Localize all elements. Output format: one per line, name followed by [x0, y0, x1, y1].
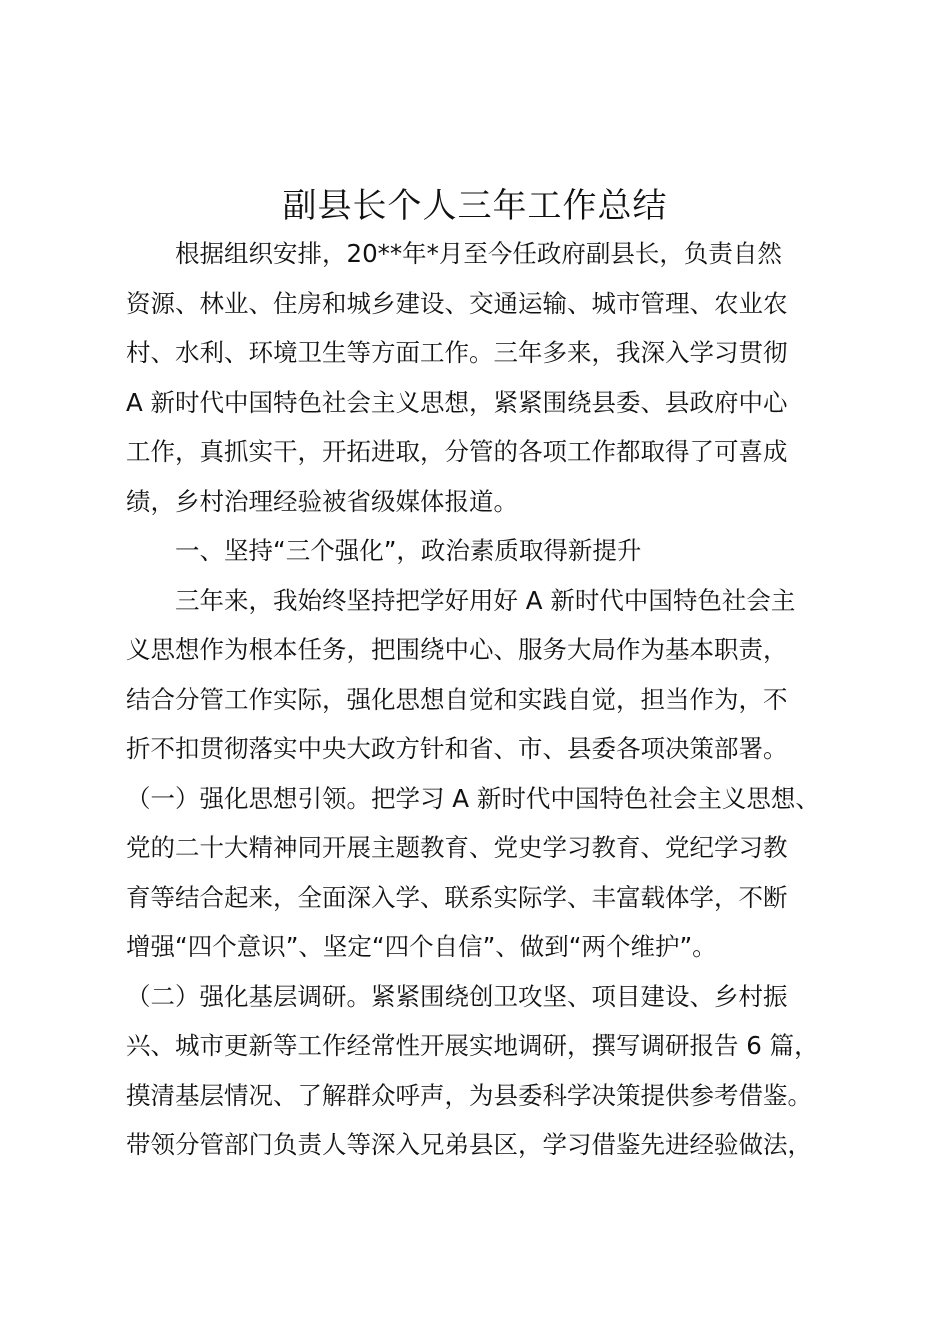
text-line: （一）强化思想引领。把学习 A 新时代中国特色社会主义思想、: [126, 783, 820, 813]
paragraph-subsection-1: [126, 774, 858, 972]
text-line: 增强“四个意识”、坚定“四个自信”、做到“两个维护”。: [126, 932, 717, 961]
text-line: 三年来，我始终坚持把学好用好 A 新时代中国特色社会主: [175, 585, 796, 615]
document-title: 副县长个人三年工作总结: [282, 186, 668, 226]
text-line: 带领分管部门负责人等深入兄弟县区，学习借鉴先进经验做法，: [126, 1130, 812, 1159]
paragraph-subsection-2: [126, 972, 858, 1170]
text-line: 兴、城市更新等工作经常性开展实地调研，撰写调研报告 6 篇，: [126, 1031, 819, 1060]
text-line: A 新时代中国特色社会主义思想，紧紧围绕县委、县政府中心: [126, 387, 788, 417]
text-line: 资源、林业、住房和城乡建设、交通运输、城市管理、农业农: [126, 288, 788, 318]
text-line: 党的二十大精神同开展主题教育、党史学习教育、党纪学习教: [126, 833, 788, 862]
text-line: （二）强化基层调研。紧紧围绕创卫攻坚、项目建设、乡村振: [126, 981, 788, 1011]
text-line: 绩，乡村治理经验被省级媒体报道。: [126, 486, 518, 516]
text-line: 村、水利、环境卫生等方面工作。三年多来，我深入学习贯彻: [126, 338, 788, 367]
text-line: 工作，真抓实干，开拓进取，分管的各项工作都取得了可喜成: [126, 437, 788, 466]
text-line: 义思想作为根本任务，把围绕中心、服务大局作为基本职责，: [126, 635, 788, 664]
text-line: 根据组织安排，20**年*月至今任政府副县长，负责自然: [175, 239, 782, 268]
text-line: 摸清基层情况、了解群众呼声，为县委科学决策提供参考借鉴。: [126, 1080, 812, 1110]
paragraph-section-intro: [126, 576, 858, 774]
text-line: 育等结合起来，全面深入学、联系实际学、丰富载体学，不断: [126, 882, 788, 912]
text-line: 结合分管工作实际，强化思想自觉和实践自觉，担当作为，不: [126, 684, 788, 714]
document-body: [126, 229, 858, 1170]
section-heading: [126, 526, 858, 576]
text-line: 折不扣贯彻落实中央大政方针和省、市、县委各项决策部署。: [126, 734, 788, 763]
paragraph-intro: [126, 229, 858, 526]
text-line: 一、坚持“三个强化”，政治素质取得新提升: [175, 536, 642, 565]
